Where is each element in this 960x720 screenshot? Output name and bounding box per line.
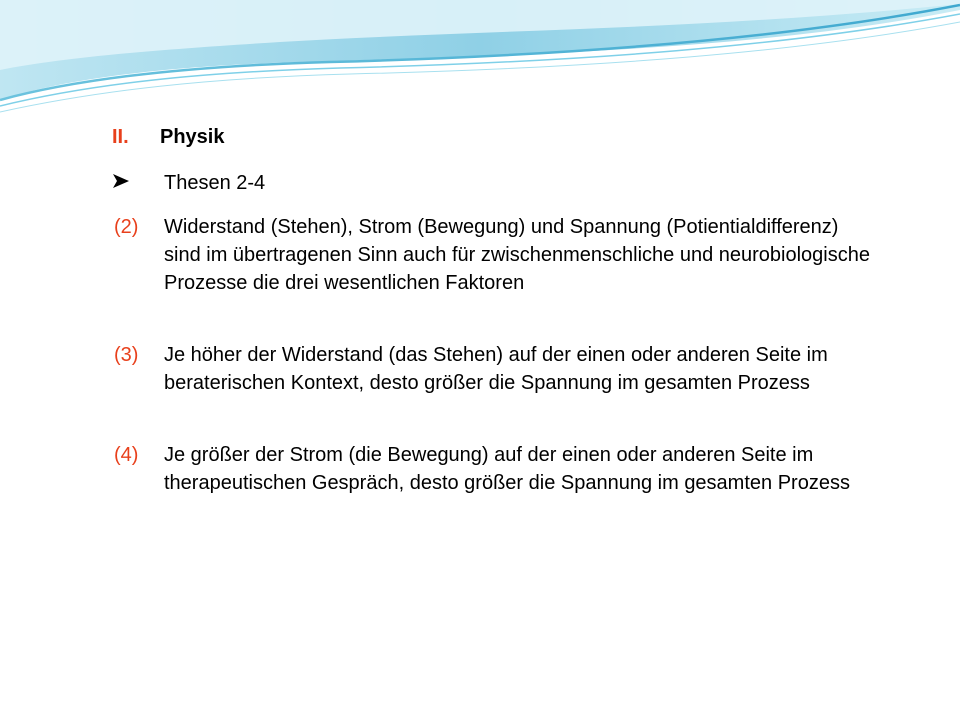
thesis-number: (4) [114, 444, 139, 466]
thesis-number: (2) [114, 216, 139, 238]
slide-heading [112, 126, 224, 149]
arrow-bullet-icon [112, 172, 164, 195]
thesis-number: (3) [114, 344, 139, 366]
thesis-text: Widerstand (Stehen), Strom (Bewegung) und Spannung (Potientialdifferenz) sind im übertragenen Sinn auch für zwischenmenschliche und neurobiologische Prozesse die drei wesentlichen Faktoren [164, 216, 870, 294]
header-wave-decoration [0, 0, 960, 120]
thesis-item [114, 341, 874, 397]
thesis-item [114, 213, 874, 297]
bullet-item [112, 172, 265, 195]
thesis-text: Je höher der Widerstand (das Stehen) auf der einen oder anderen Seite im beraterischen Kontext, desto größer die Spannung im gesamten Prozess [164, 344, 828, 394]
thesis-item [114, 441, 874, 497]
heading-number: II. [112, 126, 129, 148]
thesis-text: Je größer der Strom (die Bewegung) auf der einen oder anderen Seite im therapeutischen Gespräch, desto größer die Spannung im gesamten Prozess [164, 444, 850, 494]
bullet-text: Thesen 2-4 [164, 172, 266, 194]
heading-title: Physik [160, 126, 225, 148]
